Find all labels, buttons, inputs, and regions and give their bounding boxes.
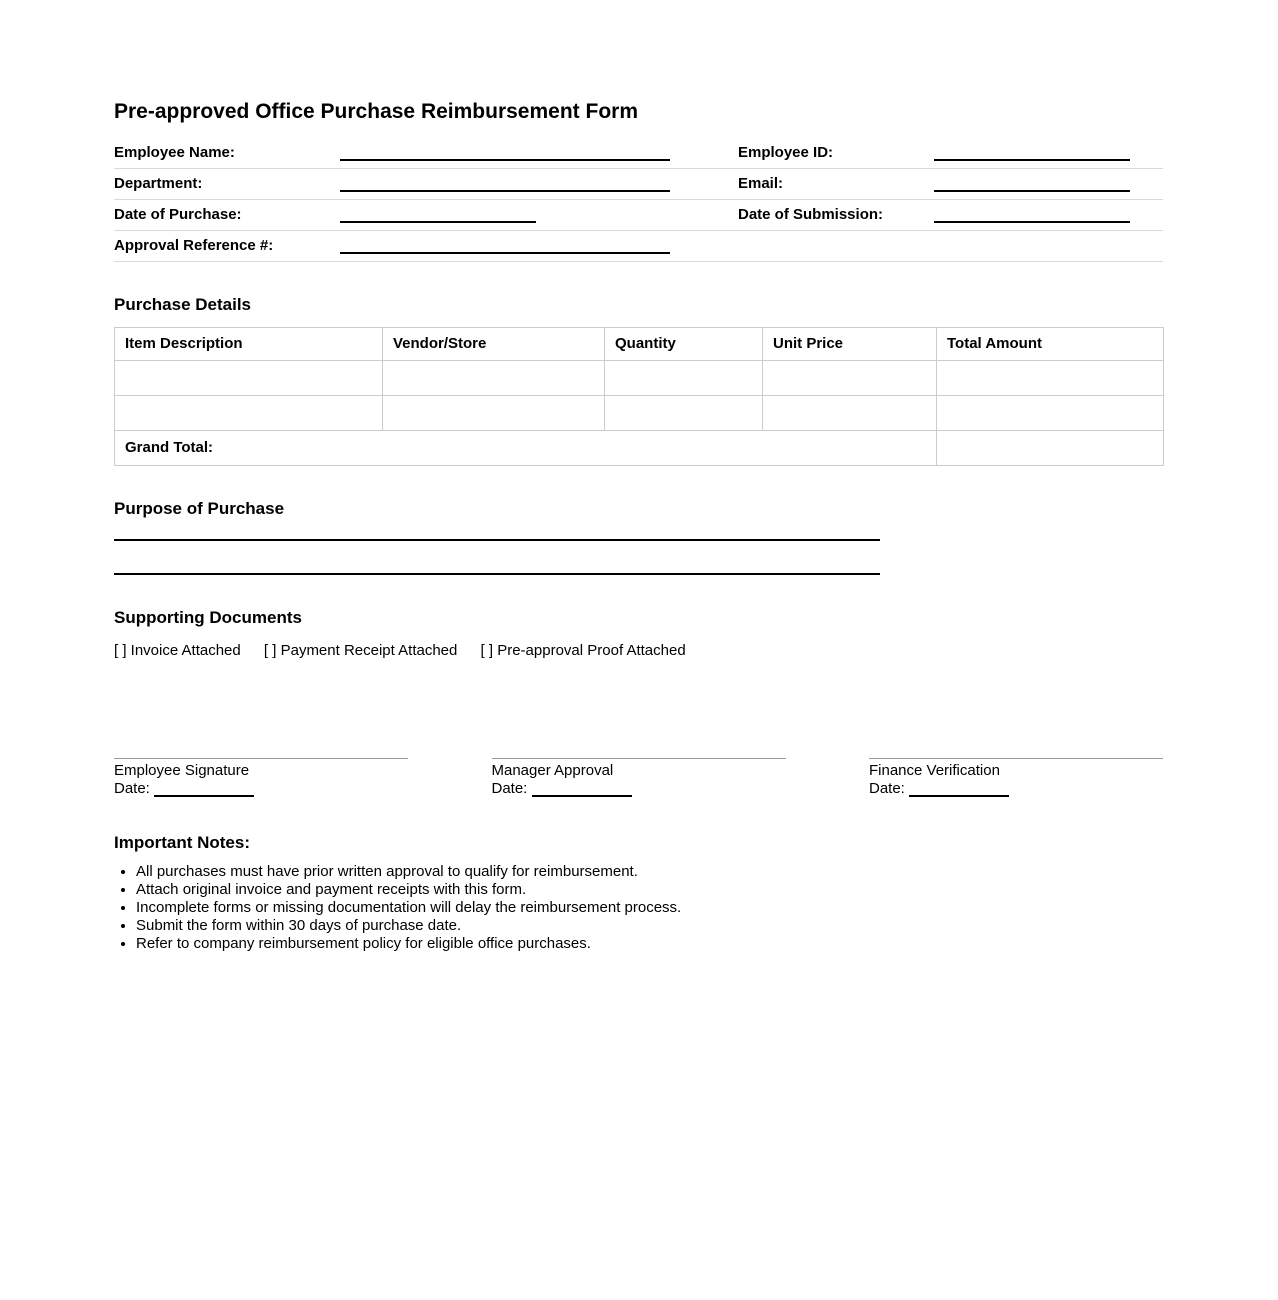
purpose-fill-line-1 — [114, 539, 880, 541]
important-notes-list — [114, 863, 1163, 953]
vendor-store-cell — [383, 360, 605, 395]
purpose-fill-line-2 — [114, 573, 880, 575]
purchase-details-table — [114, 327, 1164, 466]
grand-total-row — [115, 430, 1164, 465]
email-label: Email: — [738, 168, 934, 199]
unit-price-cell — [763, 360, 937, 395]
item-description-cell — [115, 395, 383, 430]
checkbox-invoice-attached: [ ] Invoice Attached — [114, 641, 241, 659]
date-fill-line — [154, 782, 254, 797]
info-row — [114, 230, 1163, 261]
note-item: • Refer to company reimbursement policy for eligible office purchases. — [136, 935, 1163, 953]
grand-total-label: Grand Total: — [115, 430, 937, 465]
employee-id-field — [934, 137, 1163, 168]
department-label: Department: — [114, 168, 340, 199]
header-quantity: Quantity — [605, 327, 763, 360]
reimbursement-form — [114, 0, 1163, 953]
email-fill-line — [934, 177, 1130, 192]
note-item: • Attach original invoice and payment receipts with this form. — [136, 881, 1163, 899]
date-of-purchase-label: Date of Purchase: — [114, 199, 340, 230]
finance-verification-label: Finance Verification — [869, 761, 1000, 779]
department-field — [340, 168, 738, 199]
date-label: Date: — [491, 779, 528, 797]
employee-signature-date-row — [114, 780, 408, 798]
page-title: Pre-approved Office Purchase Reimbursement Form — [114, 100, 638, 123]
signature-section — [114, 758, 1163, 798]
table-row — [115, 360, 1164, 395]
email-field — [934, 168, 1163, 199]
purchase-details-heading: Purchase Details — [114, 294, 252, 314]
quantity-cell — [605, 360, 763, 395]
date-label: Date: — [114, 779, 150, 797]
finance-verification-block — [869, 758, 1163, 798]
grand-total-value-cell — [937, 430, 1164, 465]
department-fill-line — [340, 177, 670, 192]
approval-reference-field — [340, 230, 738, 261]
date-fill-line — [532, 782, 632, 797]
employee-info-table — [114, 137, 1163, 262]
note-item: • Incomplete forms or missing documentation will delay the reimbursement process. — [136, 899, 1163, 917]
header-total-amount: Total Amount — [937, 327, 1164, 360]
finance-verification-date-row — [869, 780, 1163, 798]
approval-reference-fill-line — [340, 239, 670, 254]
total-amount-cell — [937, 360, 1164, 395]
employee-id-fill-line — [934, 146, 1130, 161]
table-row — [115, 395, 1164, 430]
employee-name-fill-line — [340, 146, 670, 161]
table-header-row — [115, 327, 1164, 360]
checkbox-pre-approval-proof-attached: [ ] Pre-approval Proof Attached — [480, 641, 686, 659]
header-vendor-store: Vendor/Store — [383, 327, 605, 360]
manager-approval-date-row — [492, 780, 786, 798]
header-unit-price: Unit Price — [763, 327, 937, 360]
date-of-submission-label: Date of Submission: — [738, 199, 934, 230]
unit-price-cell — [763, 395, 937, 430]
manager-approval-block — [492, 758, 786, 798]
header-item-description: Item Description — [115, 327, 383, 360]
note-item: • All purchases must have prior written approval to qualify for reimbursement. — [136, 863, 1163, 881]
date-of-submission-field — [934, 199, 1163, 230]
supporting-documents-checkboxes — [114, 642, 1163, 660]
date-fill-line — [909, 782, 1009, 797]
total-amount-cell — [937, 395, 1164, 430]
item-description-cell — [115, 360, 383, 395]
date-of-submission-fill-line — [934, 208, 1130, 223]
checkbox-payment-receipt-attached: [ ] Payment Receipt Attached — [263, 641, 458, 659]
employee-signature-block — [114, 758, 408, 798]
purpose-heading: Purpose of Purchase — [114, 498, 285, 518]
vendor-store-cell — [383, 395, 605, 430]
empty-cell — [738, 230, 934, 261]
date-of-purchase-fill-line — [340, 208, 536, 223]
empty-cell — [934, 230, 1163, 261]
approval-reference-label: Approval Reference #: — [114, 230, 340, 261]
important-notes-heading: Important Notes: — [114, 832, 250, 852]
info-row — [114, 168, 1163, 199]
info-row — [114, 199, 1163, 230]
quantity-cell — [605, 395, 763, 430]
employee-name-field — [340, 137, 738, 168]
employee-name-label: Employee Name: — [114, 137, 340, 168]
manager-approval-label: Manager Approval — [491, 761, 614, 779]
info-row — [114, 137, 1163, 168]
note-item: • Submit the form within 30 days of purchase date. — [136, 917, 1163, 935]
date-of-purchase-field — [340, 199, 738, 230]
supporting-documents-heading: Supporting Documents — [114, 607, 302, 627]
employee-signature-label: Employee Signature — [114, 761, 250, 779]
employee-id-label: Employee ID: — [738, 137, 934, 168]
date-label: Date: — [869, 779, 905, 797]
